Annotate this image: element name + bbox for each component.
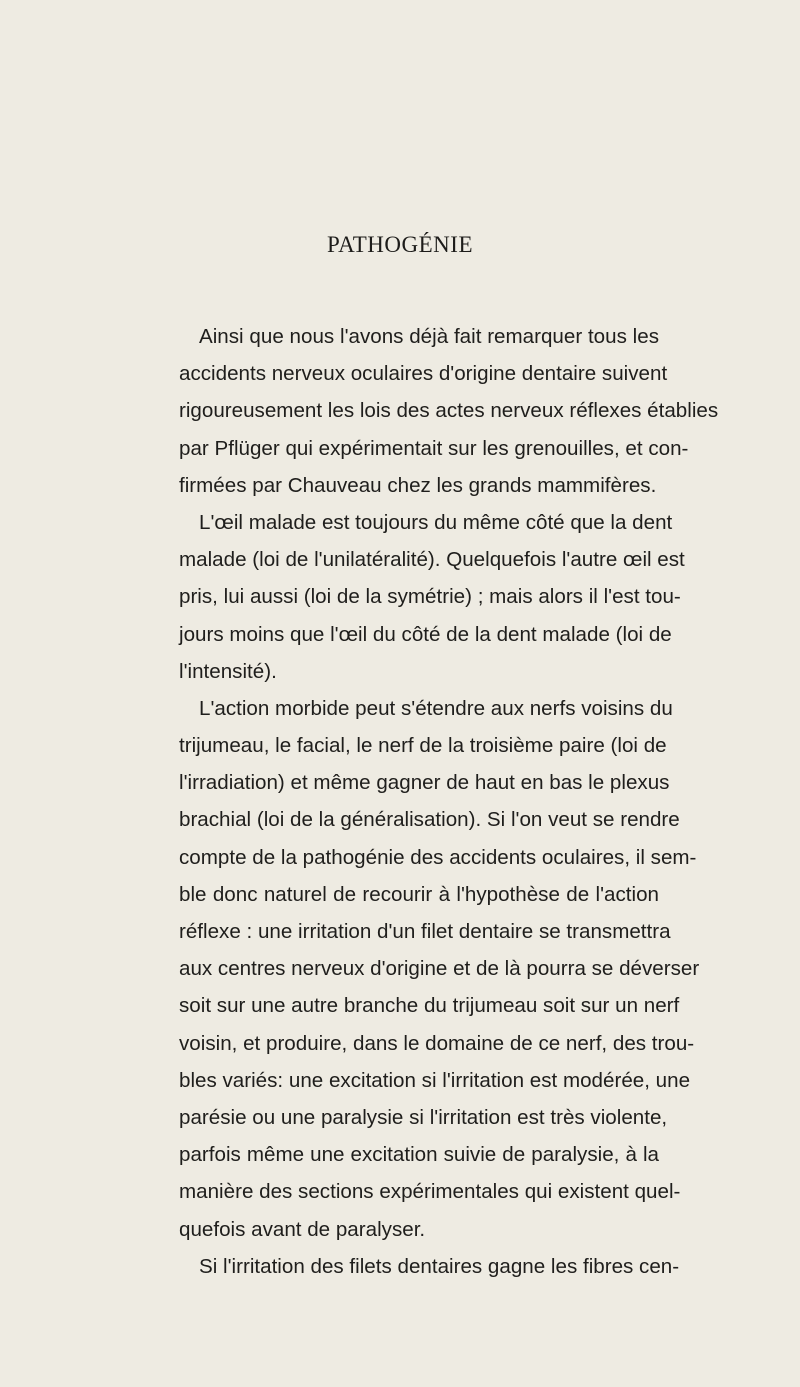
text-line: parfois même une excitation suivie de paralysie, à la <box>179 1143 659 1167</box>
text-line: l'intensité). <box>179 659 277 683</box>
text-line: parésie ou une paralysie si l'irritation est très violente, <box>179 1105 668 1129</box>
text-line: réflexe : une irritation d'un filet dentaire se transmettra <box>179 920 671 943</box>
text-line: firmées par Chauveau chez les grands mammifères. <box>179 473 657 497</box>
text-line: Si l'irritation des filets dentaires gagne les fibres cen- <box>199 1254 680 1278</box>
text-line: L'œil malade est toujours du même côté que la dent <box>199 510 673 534</box>
text-line: pris, lui aussi (loi de la symétrie) ; mais alors il l'est tou- <box>179 585 681 609</box>
text-line: L'action morbide peut s'étendre aux nerfs voisins du <box>199 696 673 720</box>
text-line: ble donc naturel de recourir à l'hypothèse de l'action <box>179 882 659 906</box>
text-line: compte de la pathogénie des accidents oculaires, il sem- <box>179 845 697 869</box>
text-line: accidents nerveux oculaires d'origine dentaire suivent <box>179 362 668 386</box>
text-line: par Pflüger qui expérimentait sur les grenouilles, et con- <box>179 436 689 460</box>
text-line: manière des sections expérimentales qui existent quel- <box>179 1180 681 1204</box>
text-line: soit sur une autre branche du trijumeau soit sur un nerf <box>179 994 680 1018</box>
text-line: Ainsi que nous l'avons déjà fait remarquer tous les <box>199 325 659 348</box>
text-line: trijumeau, le facial, le nerf de la troisième paire (loi de <box>179 734 667 758</box>
text-line: jours moins que l'œil du côté de la dent malade (loi de <box>179 622 672 646</box>
body-text <box>179 318 719 1285</box>
text-line: aux centres nerveux d'origine et de là pourra se déverser <box>179 957 700 981</box>
text-line: brachial (loi de la généralisation). Si l'on veut se rendre <box>179 808 680 832</box>
text-line: l'irradiation) et même gagner de haut en bas le plexus <box>179 771 670 795</box>
chapter-title: PATHOGÉNIE <box>327 232 473 257</box>
text-line: quefois avant de paralyser. <box>179 1217 426 1241</box>
text-line: bles variés: une excitation si l'irritation est modérée, une <box>179 1068 691 1092</box>
text-line: rigoureusement les lois des actes nerveux réflexes établies <box>179 399 719 423</box>
text-line: malade (loi de l'unilatéralité). Quelquefois l'autre œil est <box>179 548 685 572</box>
text-line: voisin, et produire, dans le domaine de ce nerf, des trou- <box>179 1031 695 1055</box>
